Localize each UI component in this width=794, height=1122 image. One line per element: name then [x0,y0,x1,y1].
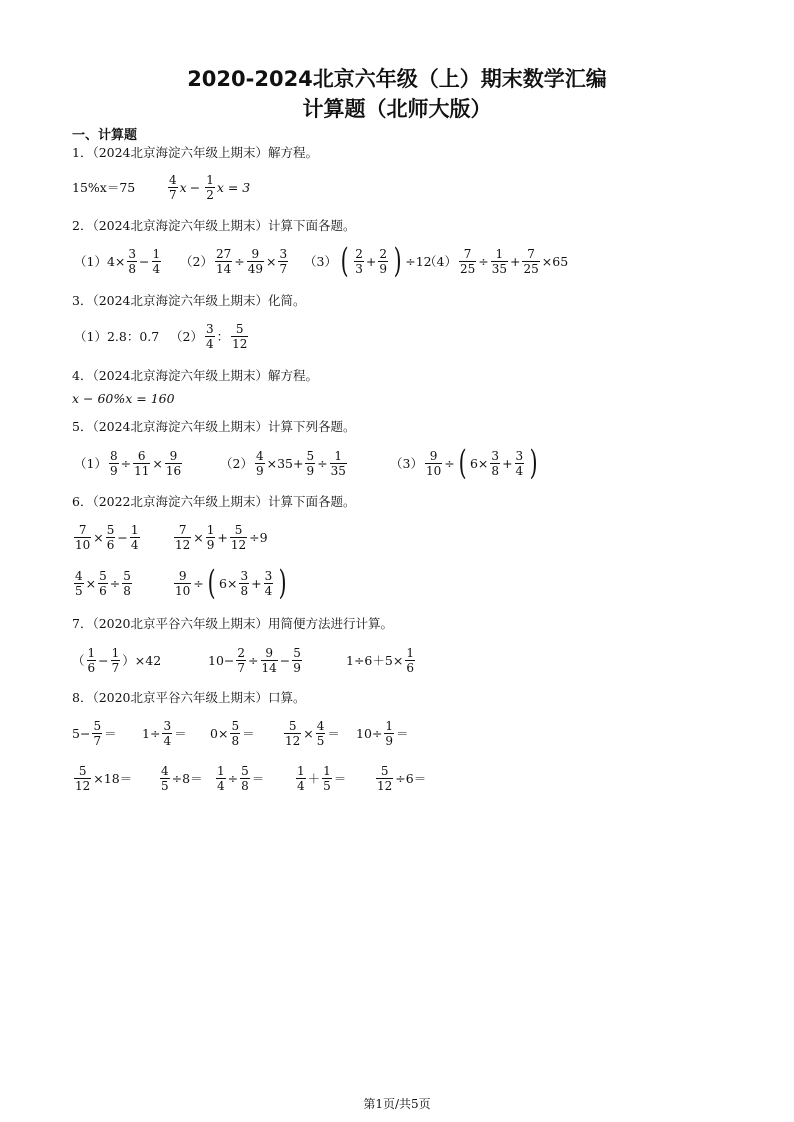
fraction: $\frac{7}{25}$ [523,246,539,276]
fraction: $\frac{1}{2}$ [206,172,214,202]
expression: （2） $\frac{27}{14}$ ÷ $\frac{9}{49}$ × $\frac{3}{7}$ [180,246,288,276]
fraction: $\frac{7}{12}$ [175,522,191,552]
fraction: $\frac{2}{7}$ [237,645,246,675]
oral-item: 0× $\frac{5}{8}$ ＝ [210,718,255,748]
fraction: $\frac{2}{9}$ [379,246,387,276]
parenthesis: ) [529,443,538,483]
fraction: $\frac{1}{6}$ [87,645,96,675]
fraction: $\frac{9}{49}$ [247,246,263,276]
fraction: $\frac{4}{5}$ [161,763,169,793]
oral-item: $\frac{1}{4}$ ＋ $\frac{1}{5}$ ＝ [297,763,347,793]
fraction: $\frac{1}{9}$ [385,718,394,748]
parenthesis: ) [278,563,287,603]
fraction: $\frac{9}{14}$ [261,645,277,675]
question-5-label: 5．（2024北京海淀六年级上期末）计算下列各题。 [72,419,356,434]
expression: 1÷6＋5× $\frac{1}{6}$ [346,645,414,675]
oral-item: $\frac{5}{12}$ ×18＝ [75,763,133,793]
parenthesis: ( [458,443,467,483]
fraction: $\frac{4}{5}$ [75,568,83,598]
fraction: $\frac{4}{9}$ [255,448,264,478]
section-heading: 一、计算题 [72,128,138,143]
fraction: $\frac{2}{3}$ [355,246,363,276]
fraction: $\frac{8}{9}$ [109,448,118,478]
fraction: $\frac{27}{14}$ [215,246,232,276]
fraction: $\frac{5}{9}$ [293,645,301,675]
fraction: $\frac{3}{8}$ [491,448,500,478]
fraction: $\frac{5}{8}$ [241,763,249,793]
expression: （1） 2.8：0.7 [74,329,160,344]
expression: （4） $\frac{7}{25}$ ÷ $\frac{1}{35}$ + $\frac{7}{25}$ ×65 [424,246,569,276]
equation: x − 60%x = 160 [72,391,175,406]
fraction: $\frac{5}{6}$ [106,522,115,552]
expression: $\frac{7}{12}$ × $\frac{1}{9}$ + $\frac{5}{12}$ ÷9 [175,522,268,552]
document-subtitle: 计算题（北师大版） [302,97,492,121]
parenthesis: ( [207,563,216,603]
fraction: $\frac{5}{12}$ [285,718,301,748]
fraction: $\frac{3}{8}$ [128,246,137,276]
fraction: $\frac{5}{12}$ [377,763,393,793]
fraction: $\frac{3}{8}$ [240,568,249,598]
fraction: $\frac{9}{16}$ [165,448,182,478]
fraction: $\frac{1}{9}$ [206,522,215,552]
equation: $\frac{4}{7}$ x − $\frac{1}{2}$ x = 3 [169,172,251,202]
fraction: $\frac{1}{4}$ [217,763,225,793]
expression: （3） ( $\frac{2}{3}$ + $\frac{2}{9}$ ) ÷12 [304,241,432,281]
oral-item: 1÷ $\frac{3}{4}$ ＝ [142,718,187,748]
expression: $\frac{9}{10}$ ÷ ( 6× $\frac{3}{8}$ + $\frac{3}{4}$ ) [175,563,287,603]
fraction: $\frac{3}{7}$ [279,246,288,276]
fraction: $\frac{5}{9}$ [306,448,315,478]
fraction: $\frac{3}{4}$ [264,568,273,598]
fraction: $\frac{3}{4}$ [163,718,172,748]
fraction: $\frac{5}{12}$ [230,522,247,552]
expression: （3） $\frac{9}{10}$ ÷ ( 6× $\frac{3}{8}$ + $\frac{3}{4}$ ) [390,443,538,483]
fraction: $\frac{1}{4}$ [297,763,305,793]
expression: （1） $\frac{8}{9}$ ÷ $\frac{6}{11}$ × $\frac{9}{16}$ [74,448,182,478]
expression: （2） $\frac{4}{9}$ ×35 + $\frac{5}{9}$ ÷ $\frac{1}{35}$ [220,448,346,478]
document-title: 2020-2024北京六年级（上）期末数学汇编 [187,67,607,91]
fraction: $\frac{4}{7}$ [169,172,177,202]
fraction: $\frac{1}{4}$ [152,246,161,276]
fraction: $\frac{1}{35}$ [330,448,346,478]
fraction: $\frac{6}{11}$ [134,448,150,478]
fraction: $\frac{9}{10}$ [425,448,442,478]
fraction: $\frac{1}{4}$ [130,522,139,552]
fraction: $\frac{7}{25}$ [459,246,476,276]
question-7-label: 7．（2020北京平谷六年级上期末）用简便方法进行计算。 [72,616,394,631]
fraction: $\frac{1}{35}$ [491,246,507,276]
question-3-label: 3．（2024北京海淀六年级上期末）化简。 [72,293,306,308]
fraction: $\frac{9}{10}$ [175,568,191,598]
expression: （1） 4 × $\frac{3}{8}$ − $\frac{1}{4}$ [74,246,161,276]
oral-item: $\frac{5}{12}$ ÷6＝ [377,763,427,793]
oral-item: 5− $\frac{5}{7}$ ＝ [72,718,117,748]
question-6-label: 6．（2022北京海淀六年级上期末）计算下面各题。 [72,494,356,509]
equation: 15%x＝75 [72,180,136,195]
parenthesis: ( [340,241,349,281]
question-2-label: 2．（2024北京海淀六年级上期末）计算下面各题。 [72,218,356,233]
question-1-label: 1．（2024北京海淀六年级上期末）解方程。 [72,145,319,160]
page-footer: 第1页/共5页 [363,1097,431,1111]
fraction: $\frac{5}{8}$ [123,568,131,598]
fraction: $\frac{5}{12}$ [75,763,91,793]
question-4-label: 4．（2024北京海淀六年级上期末）解方程。 [72,368,319,383]
oral-item: $\frac{4}{5}$ ÷8＝ [161,763,203,793]
question-8-label: 8．（2020北京平谷六年级上期末）口算。 [72,690,306,705]
fraction: $\frac{1}{5}$ [323,763,331,793]
expression: $\frac{4}{5}$ × $\frac{5}{6}$ ÷ $\frac{5}{8}$ [75,568,131,598]
fraction: $\frac{4}{5}$ [316,718,325,748]
fraction: $\frac{5}{7}$ [93,718,102,748]
fraction: $\frac{3}{4}$ [515,448,524,478]
fraction: $\frac{1}{7}$ [111,645,120,675]
expression: （ $\frac{1}{6}$ − $\frac{1}{7}$ ）×42 [72,645,162,675]
fraction: $\frac{3}{4}$ [205,321,214,351]
oral-item: 10÷ $\frac{1}{9}$ ＝ [356,718,409,748]
expression: $\frac{7}{10}$ × $\frac{5}{6}$ − $\frac{1}{4}$ [75,522,139,552]
fraction: $\frac{1}{6}$ [406,645,414,675]
fraction: $\frac{7}{10}$ [75,522,91,552]
expression: （2） $\frac{3}{4}$ ： $\frac{5}{12}$ [170,321,248,351]
oral-item: $\frac{1}{4}$ ÷ $\frac{5}{8}$ ＝ [217,763,265,793]
oral-item: $\frac{5}{12}$ × $\frac{4}{5}$ ＝ [285,718,340,748]
fraction: $\frac{5}{12}$ [232,321,248,351]
parenthesis: ) [393,241,402,281]
fraction: $\frac{5}{6}$ [99,568,107,598]
fraction: $\frac{5}{8}$ [231,718,240,748]
expression: 10− $\frac{2}{7}$ ÷ $\frac{9}{14}$ − $\frac{5}{9}$ [208,645,301,675]
